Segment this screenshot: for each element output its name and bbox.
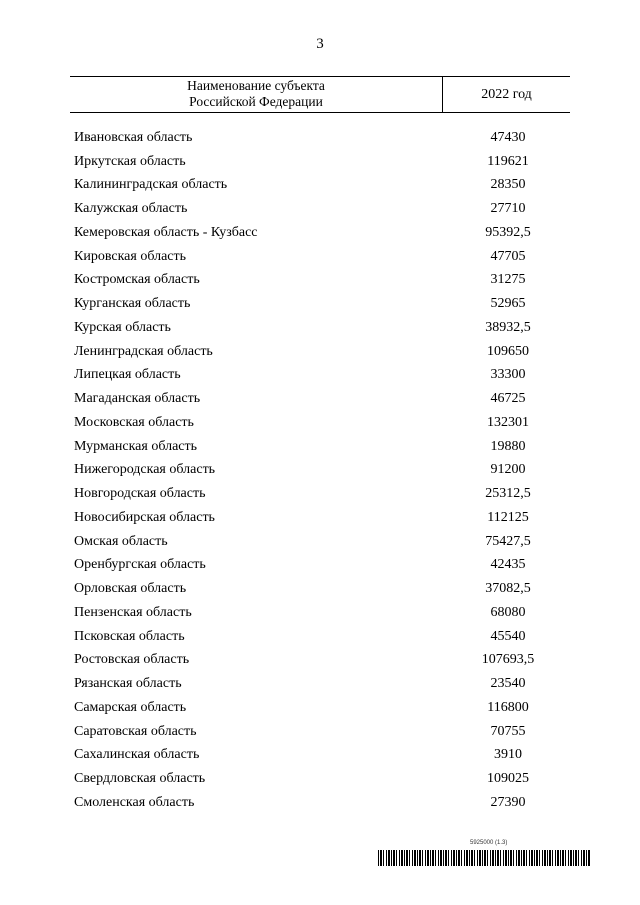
subject-value-2022: 3910: [494, 747, 522, 763]
subject-name: Мурманская область: [74, 438, 198, 454]
subject-name: Сахалинская область: [74, 747, 200, 763]
subject-value-2022: 112125: [487, 509, 529, 525]
subject-value-2022: 37082,5: [485, 581, 531, 597]
subject-name: Новосибирская область: [74, 509, 215, 525]
table-row: [70, 506, 570, 530]
subject-name: Оренбургская область: [74, 557, 206, 573]
subject-value-2022: 27390: [490, 794, 526, 810]
subject-name: Свердловская область: [74, 771, 206, 787]
subject-value-2022: 47705: [490, 248, 526, 264]
table-row: [70, 292, 570, 316]
table-row: [70, 482, 570, 506]
subject-value-2022: 27710: [490, 201, 526, 217]
subject-value-2022: 31275: [490, 272, 526, 288]
table-row: [70, 340, 570, 364]
subject-name: Смоленская область: [74, 794, 195, 810]
table-row: [70, 649, 570, 673]
table-row: [70, 767, 570, 791]
table-row: [70, 126, 570, 150]
table-row: [70, 150, 570, 174]
table-row: [70, 577, 570, 601]
page-number: 3: [316, 36, 324, 52]
subject-value-2022: 28350: [490, 177, 526, 193]
subject-value-2022: 68080: [490, 604, 526, 620]
table-row: [70, 672, 570, 696]
subject-name: Иркутская область: [74, 153, 186, 169]
subject-name: Ленинградская область: [74, 343, 213, 359]
subject-value-2022: 25312,5: [485, 486, 531, 502]
subject-name: Новгородская область: [74, 486, 206, 502]
column-header-subject: [70, 77, 443, 112]
table-row: [70, 435, 570, 459]
table-row: [70, 791, 570, 815]
table-row: [70, 720, 570, 744]
subject-name: Калужская область: [74, 201, 188, 217]
table-row: [70, 316, 570, 340]
column-header-subject-line2: Российской Федерации: [189, 94, 323, 109]
subject-value-2022: 47430: [490, 129, 526, 145]
table-header: [70, 76, 570, 113]
subject-name: Курганская область: [74, 296, 191, 312]
column-header-subject-line1: Наименование субъекта: [187, 78, 325, 93]
subject-name: Ивановская область: [74, 129, 193, 145]
table-body: [70, 126, 570, 815]
subject-value-2022: 45540: [490, 628, 526, 644]
subject-value-2022: 19880: [490, 438, 526, 454]
table-row: [70, 269, 570, 293]
subject-name: Орловская область: [74, 581, 187, 597]
subject-name: Рязанская область: [74, 676, 182, 692]
table-row: [70, 197, 570, 221]
table-row: [70, 364, 570, 388]
subject-value-2022: 33300: [490, 367, 526, 383]
table-row: [70, 221, 570, 245]
subject-value-2022: 116800: [487, 699, 529, 715]
barcode: [378, 850, 590, 866]
table-row: [70, 744, 570, 768]
subject-value-2022: 23540: [490, 676, 526, 692]
subject-name: Костромская область: [74, 272, 200, 288]
table-row: [70, 387, 570, 411]
subject-name: Кемеровская область - Кузбасс: [74, 224, 258, 240]
table-row: [70, 245, 570, 269]
table-row: [70, 530, 570, 554]
subject-value-2022: 52965: [490, 296, 526, 312]
subject-name: Нижегородская область: [74, 462, 216, 478]
column-header-year: 2022 год: [481, 87, 532, 102]
subject-name: Пензенская область: [74, 604, 192, 620]
table-row: [70, 411, 570, 435]
table-row: [70, 459, 570, 483]
subject-name: Самарская область: [74, 699, 187, 715]
subject-name: Магаданская область: [74, 391, 201, 407]
barcode-number: 5925000 (1.3): [470, 840, 508, 846]
table-row: [70, 174, 570, 198]
subject-name: Калининградская область: [74, 177, 228, 193]
table-row: [70, 696, 570, 720]
subject-name: Саратовская область: [74, 723, 197, 739]
subject-name: Кировская область: [74, 248, 187, 264]
subject-value-2022: 91200: [490, 462, 526, 478]
subject-value-2022: 109650: [487, 343, 529, 359]
table-row: [70, 601, 570, 625]
subject-value-2022: 95392,5: [485, 224, 531, 240]
table-row: [70, 554, 570, 578]
subject-value-2022: 132301: [487, 414, 529, 430]
subject-value-2022: 38932,5: [485, 319, 531, 335]
subject-value-2022: 46725: [490, 391, 526, 407]
subject-name: Ростовская область: [74, 652, 190, 668]
subject-name: Курская область: [74, 319, 171, 335]
subject-name: Омская область: [74, 533, 168, 549]
subject-name: Псковская область: [74, 628, 185, 644]
subject-value-2022: 42435: [490, 557, 526, 573]
subject-value-2022: 70755: [490, 723, 526, 739]
table-row: [70, 625, 570, 649]
subject-value-2022: 107693,5: [481, 652, 535, 668]
subject-value-2022: 119621: [487, 153, 529, 169]
subject-name: Липецкая область: [74, 367, 181, 383]
subject-value-2022: 109025: [487, 771, 529, 787]
subject-name: Московская область: [74, 414, 194, 430]
subject-value-2022: 75427,5: [485, 533, 531, 549]
